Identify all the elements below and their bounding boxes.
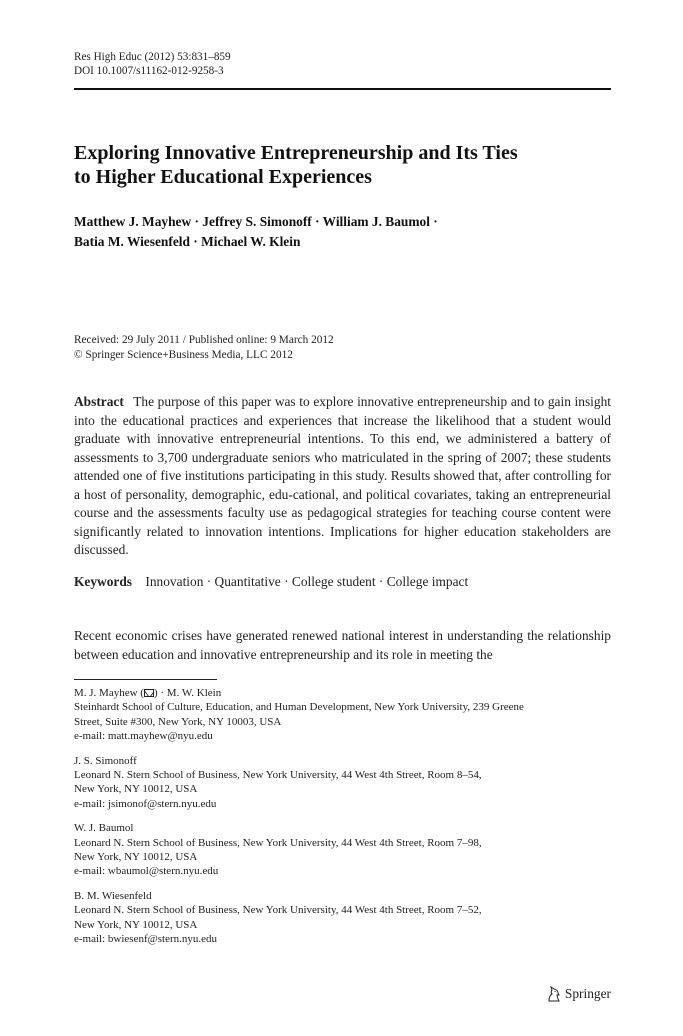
affiliation-line: Leonard N. Stern School of Business, New York University, 44 West 4th Street, Room 8–54, — [74, 769, 482, 782]
title-line-1: Exploring Innovative Entrepreneurship and Its Ties — [74, 142, 518, 164]
affiliation-email[interactable]: e-mail: bwiesenf@stern.nyu.edu — [74, 933, 218, 946]
author-list — [74, 212, 611, 252]
affiliation-name-before: M. J. Mayhew ( — [74, 687, 144, 699]
springer-horse-icon — [546, 986, 561, 1002]
abstract — [74, 393, 611, 560]
paper-title — [74, 141, 611, 189]
affiliation-line: Leonard N. Stern School of Business, New York University, 44 West 4th Street, Room 7–98, — [74, 836, 482, 849]
keywords-label: Keywords — [74, 574, 133, 589]
doi: DOI 10.1007/s11162-012-9258-3 — [74, 64, 224, 77]
affiliation-block — [74, 686, 611, 744]
affiliation-line: New York, NY 10012, USA — [74, 783, 198, 796]
journal-reference — [74, 51, 231, 78]
affiliation-authors: B. M. Wiesenfeld — [74, 889, 152, 902]
header-rule — [74, 88, 611, 90]
paper-page — [74, 0, 611, 1036]
affiliation-block — [74, 889, 611, 947]
affiliation-email[interactable]: e-mail: wbaumol@stern.nyu.edu — [74, 865, 219, 878]
affiliation-block — [74, 754, 611, 812]
authors-line-2: Batia M. Wiesenfeld · Michael W. Klein — [74, 234, 301, 249]
abstract-text: The purpose of this paper was to explore innovative entrepreneurship and to gain insight into the educational practices and experiences that increase the likelihood that a student would graduate with innovative entrepreneurial intentions. To this end, we administered a battery of assessments to 3,700 undergraduate seniors who matriculated in the spring of 2007; these students attended one of five institutions participating in this study. Results showed that, after controlling for a host of personality, demographic, edu-cational, and political covariates, taking an entrepreneurial course and the assessments faculty use as pedagogical strategies for teaching course content were significantly related to innovation intentions. Implications for higher education stakeholders are discussed. — [74, 394, 611, 557]
affiliation-line: New York, NY 10012, USA — [74, 851, 198, 864]
affiliation-line: Steinhardt School of Culture, Education, and Human Development, New York University, 239 Greene — [74, 701, 524, 714]
title-line-2: to Higher Educational Experiences — [74, 166, 372, 188]
journal-citation: Res High Educ (2012) 53:831–859 — [74, 51, 231, 63]
affiliation-authors: J. S. Simonoff — [74, 754, 137, 767]
affiliation-block — [74, 821, 611, 879]
affiliation-name-after: ) · M. W. Klein — [153, 687, 222, 699]
publication-dates — [74, 333, 334, 362]
affiliation-authors — [74, 686, 611, 700]
envelope-icon — [144, 689, 154, 697]
affiliation-email[interactable]: e-mail: matt.mayhew@nyu.edu — [74, 730, 213, 743]
affiliation-email[interactable]: e-mail: jsimonof@stern.nyu.edu — [74, 797, 217, 810]
abstract-label: Abstract — [74, 394, 124, 409]
authors-line-1: Matthew J. Mayhew · Jeffrey S. Simonoff · William J. Baumol · — [74, 214, 438, 229]
publisher-name: Springer — [564, 986, 611, 1001]
affiliation-authors: W. J. Baumol — [74, 822, 134, 835]
footnote-rule — [74, 679, 217, 680]
affiliation-line: Leonard N. Stern School of Business, New York University, 44 West 4th Street, Room 7–52, — [74, 904, 482, 917]
keywords — [74, 573, 611, 591]
affiliation-line: Street, Suite #300, New York, NY 10003, USA — [74, 715, 282, 728]
publisher-logo — [546, 986, 611, 1002]
author-affiliations — [74, 686, 611, 957]
received-date: Received: 29 July 2011 / Published online: 9 March 2012 — [74, 334, 334, 346]
affiliation-line: New York, NY 10012, USA — [74, 918, 198, 931]
copyright-notice: © Springer Science+Business Media, LLC 2012 — [74, 348, 293, 361]
keywords-text: Innovation · Quantitative · College student · College impact — [145, 574, 469, 589]
intro-paragraph: Recent economic crises have generated renewed national interest in understanding the relationship between education and innovative entrepreneurship and its role in meeting the — [74, 628, 611, 662]
